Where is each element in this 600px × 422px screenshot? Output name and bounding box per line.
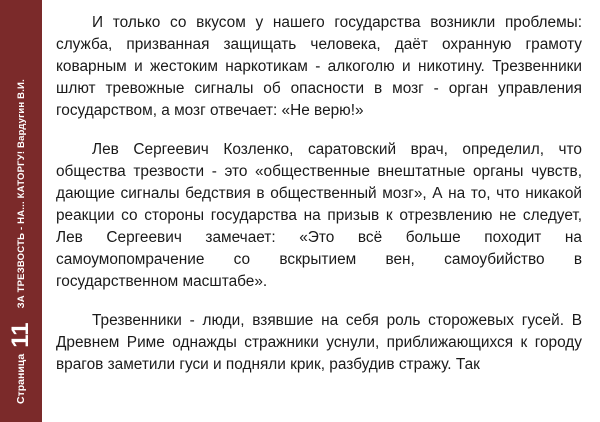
body-text — [56, 12, 582, 393]
paragraph: И только со вкусом у нашего государства возникли проблемы: служба, призванная защищать человека, даёт охранную грамоту коварным и жестоким наркотикам - алкоголю и никотину. Трезвенники шлют тревожные сигналы об опасности в мозг - орган управления государством, а мозг отвечает: «Не верю!» — [56, 14, 582, 119]
sidebar — [0, 0, 42, 422]
page-number: 11 — [7, 322, 34, 348]
running-title: ЗА ТРЕЗВОСТЬ - НА... КАТОРГУ! Вардугин В.И. — [15, 79, 27, 309]
paragraph: Лев Сергеевич Козленко, саратовский врач, определил, что общества трезвости - это «общественные внештатные органы чувств, дающие сигналы бедствия в общественный мозг», А на то, что никакой реакции со стороны государства на призыв к отрезвлению не следует, Лев Сергеевич замечает: «Это всё больше походит на самоумопомрачение со вскрытием вен, самоубийство в государственном масштабе». — [56, 141, 582, 290]
sidebar-label-group — [0, 0, 42, 422]
page-label: Страница — [15, 353, 27, 404]
paragraph: Трезвенники - люди, взявшие на себя роль сторожевых гусей. В Древнем Риме однажды стражники уснули, приближающихся к городу врагов заметили гуси и подняли крик, разбудив стражу. Так — [56, 312, 582, 373]
